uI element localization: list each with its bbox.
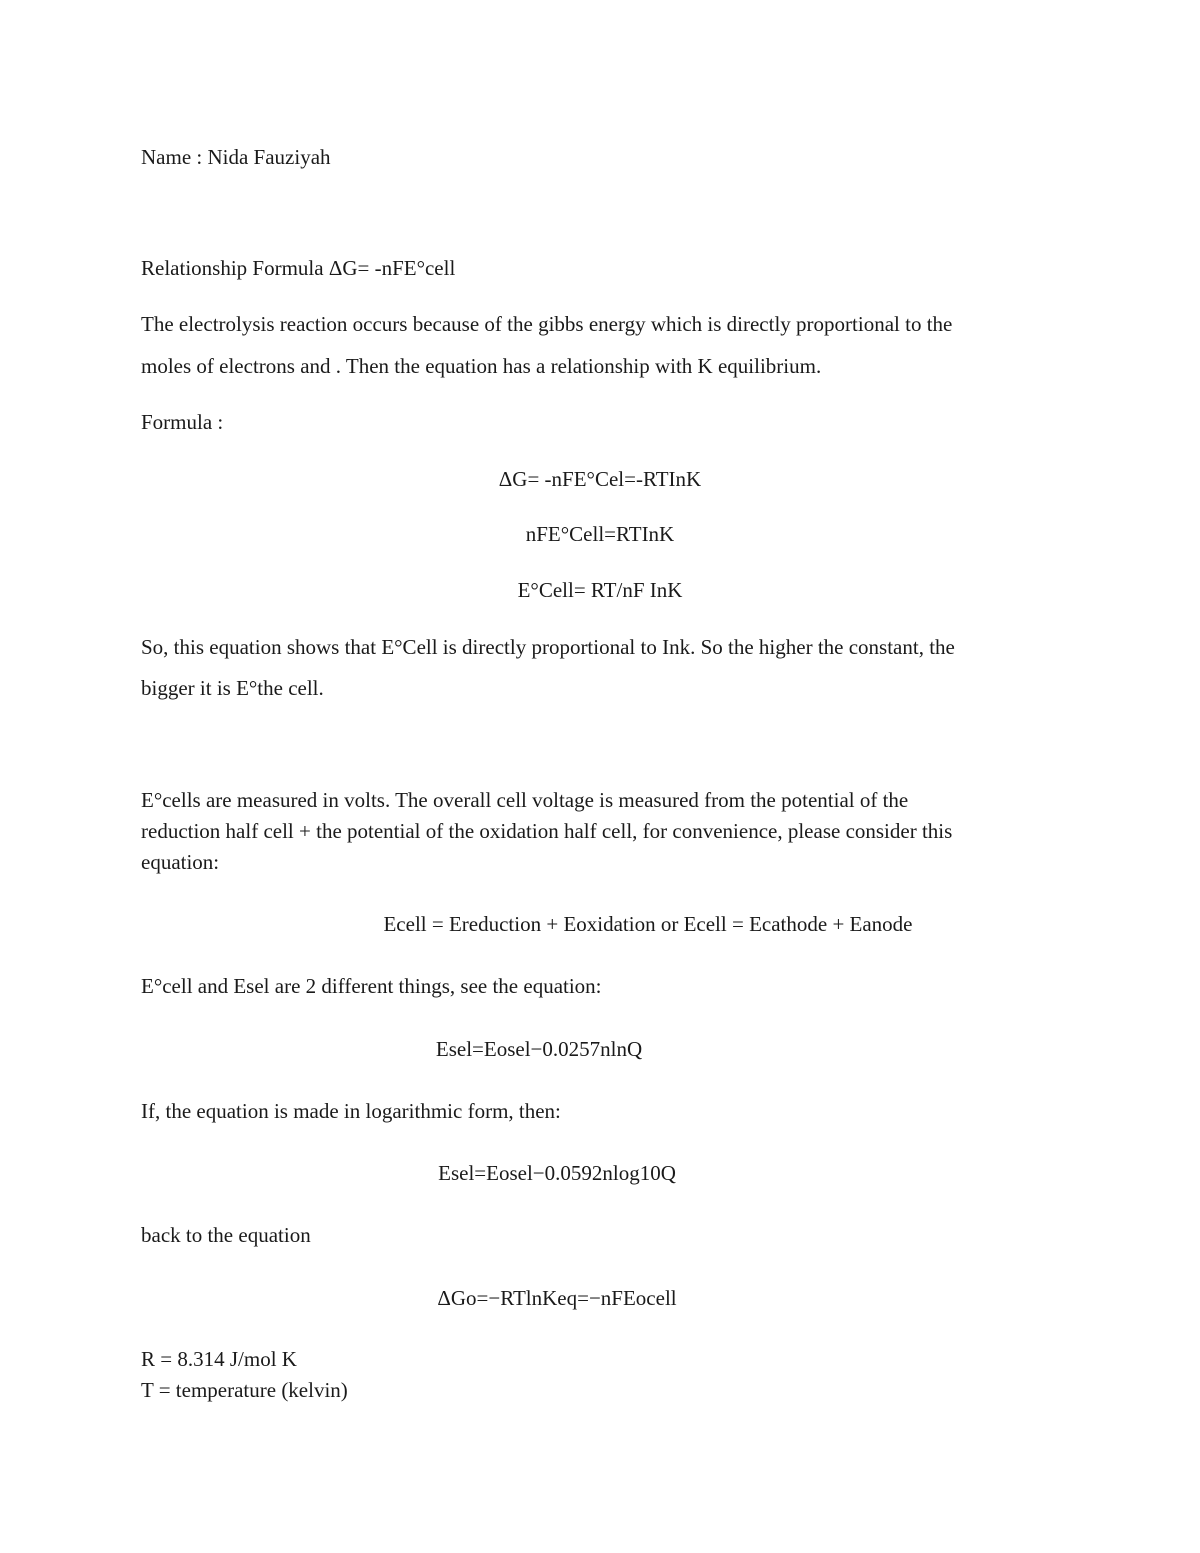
paragraph-line: moles of electrons and . Then the equation has a relationship with K equilibrium. [141, 354, 822, 378]
equation-gibbs-keq: ΔGo=−RTlnKeq=−nFEocell [437, 1286, 677, 1310]
equation-ecell: Ecell = Ereduction + Eoxidation or Ecell = Ecathode + Eanode [383, 912, 913, 936]
equation-esel-log: Esel=Eosel−0.0592nlog10Q [438, 1161, 676, 1185]
equation-esel-ln: Esel=Eosel−0.0257nlnQ [435, 1037, 643, 1061]
section-heading: Relationship Formula ΔG= -nFE°cell [141, 256, 456, 280]
paragraph-line: equation: [141, 850, 220, 874]
paragraph-line: bigger it is E°the cell. [141, 676, 324, 700]
paragraph-line: If, the equation is made in logarithmic form, then: [141, 1099, 561, 1123]
paragraph-line: E°cells are measured in volts. The overall cell voltage is measured from the potential of the [141, 788, 909, 812]
formula-label: Formula : [141, 410, 224, 434]
equation-gibbs-cell: ΔG= -nFE°Cel=-RTInK [498, 467, 702, 491]
definition-r: R = 8.314 J/mol K [141, 1347, 297, 1371]
paragraph-line: reduction half cell + the potential of the oxidation half cell, for convenience, please consider this [141, 819, 953, 843]
definition-t: T = temperature (kelvin) [141, 1378, 348, 1402]
paragraph-line: So, this equation shows that E°Cell is directly proportional to Ink. So the higher the constant, the [141, 635, 955, 659]
paragraph-line: back to the equation [141, 1223, 311, 1247]
equation-nfe-cell: nFE°Cell=RTInK [525, 522, 675, 546]
paragraph-line: E°cell and Esel are 2 different things, see the equation: [141, 974, 602, 998]
author-name-line: Name : Nida Fauziyah [141, 145, 331, 169]
equation-e-cell: E°Cell= RT/nF InK [517, 578, 683, 602]
paragraph-line: The electrolysis reaction occurs because of the gibbs energy which is directly proportional to the [141, 312, 953, 336]
